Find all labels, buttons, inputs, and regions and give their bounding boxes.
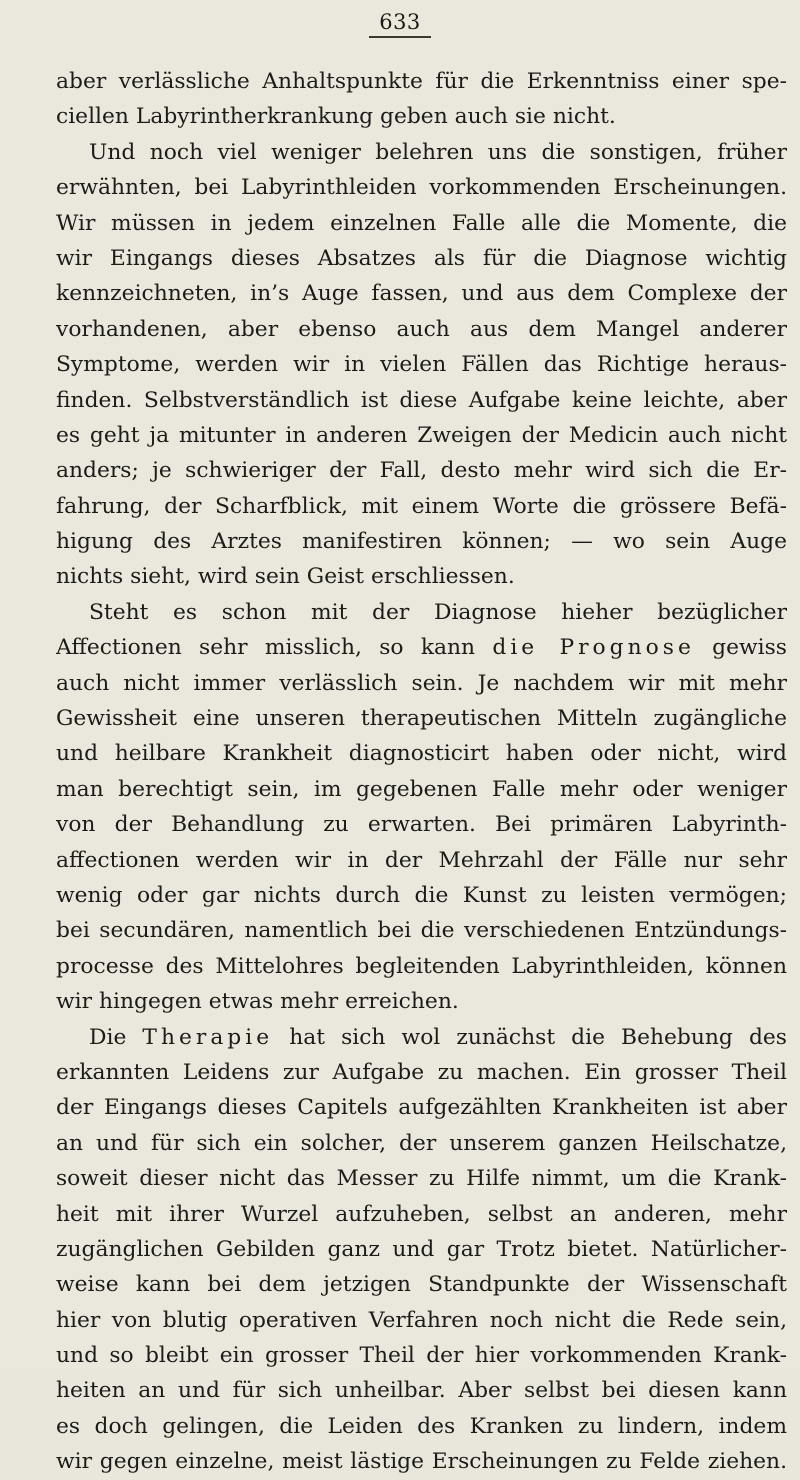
text-line: erkannten Leidens zur Aufgabe zu machen. Ein grosser Theil [56,1059,787,1085]
page-number [0,10,800,38]
text-line: soweit dieser nicht das Messer zu Hilfe nimmt, um die Krank- [56,1166,787,1192]
text-line: wir gegen einzelne, meist lästige Erscheinungen zu Felde ziehen. [56,1449,787,1475]
text-line: affectionen werden wir in der Mehrzahl der Fälle nur sehr [56,847,787,873]
text-line: aber verlässliche Anhaltspunkte für die Erkenntniss einer spe- [56,69,787,94]
text-line: hier von blutig operativen Verfahren noch nicht die Rede sein, [56,1307,787,1333]
text-line: Gewissheit eine unseren therapeutischen Mitteln zugängliche [56,706,787,732]
text-line: erwähnten, bei Labyrinthleiden vorkommenden Erscheinungen. [56,175,787,201]
text-line: weise kann bei dem jetzigen Standpunkte der Wissenschaft [56,1272,787,1298]
text-line: Und noch viel weniger belehren uns die sonstigen, früher [89,139,787,165]
text-line: anders; je schwieriger der Fall, desto mehr wird sich die Er- [56,458,787,484]
text-line: wir hingegen etwas mehr erreichen. [56,989,459,1015]
text-line: zugänglichen Gebilden ganz und gar Trotz bietet. Natürlicher- [56,1236,787,1262]
text-line: higung des Arztes manifestiren können; — wo sein Auge [56,529,787,555]
text-line: kennzeichneten, in’s Auge fassen, und aus dem Complexe der [56,281,787,307]
page-number-text: 633 [369,10,431,38]
text-line: processe des Mittelohres begleitenden Labyrinthleiden, können [56,953,787,979]
text-line: Steht es schon mit der Diagnose hieher bezüglicher [89,599,787,625]
text-line: wir Eingangs dieses Absatzes als für die Diagnose wichtig [56,245,787,271]
text-line: es geht ja mitunter in anderen Zweigen der Medicin auch nicht [56,422,787,448]
text-line: ciellen Labyrintherkrankung geben auch sie nicht. [56,104,616,130]
text-line: an und für sich ein solcher, der unserem ganzen Heilschatze, [56,1130,787,1156]
text-line: man berechtigt sein, im gegebenen Falle mehr oder weniger [56,776,787,802]
body-text [56,64,787,1480]
text-line: nichts sieht, wird sein Geist erschliessen. [56,564,515,590]
emphasized-term: die Prognose [492,635,695,661]
text-line: fahrung, der Scharfblick, mit einem Worte die grössere Befä- [56,493,787,519]
text-line: Die Therapie hat sich wol zunächst die Behebung des [89,1024,787,1050]
text-line: der Eingangs dieses Capitels aufgezählten Krankheiten ist aber [56,1095,787,1121]
text-line: Symptome, werden wir in vielen Fällen das Richtige heraus- [56,352,787,378]
emphasized-term: Therapie [142,1024,274,1050]
text-line: auch nicht immer verlässlich sein. Je nachdem wir mit mehr [56,670,787,696]
text-line: und so bleibt ein grosser Theil der hier vorkommenden Krank- [56,1343,787,1369]
text-line: heiten an und für sich unheilbar. Aber selbst bei diesen kann [56,1378,787,1404]
text-line: vorhandenen, aber ebenso auch aus dem Mangel anderer [56,316,787,342]
text-line: und heilbare Krankheit diagnosticirt haben oder nicht, wird [56,741,787,767]
text-line: bei secundären, namentlich bei die verschiedenen Entzündungs- [56,918,787,944]
text-line: Affectionen sehr misslich, so kann die Prognose gewiss [56,635,787,661]
text-line: finden. Selbstverständlich ist diese Aufgabe keine leichte, aber [56,387,787,413]
text-line: wenig oder gar nichts durch die Kunst zu leisten vermögen; [56,882,787,908]
text-line: es doch gelingen, die Leiden des Kranken zu lindern, indem [56,1413,787,1439]
text-line: heit mit ihrer Wurzel aufzuheben, selbst an anderen, mehr [56,1201,787,1227]
text-line: Wir müssen in jedem einzelnen Falle alle die Momente, die [56,210,787,236]
text-line: von der Behandlung zu erwarten. Bei primären Labyrinth- [56,812,787,838]
